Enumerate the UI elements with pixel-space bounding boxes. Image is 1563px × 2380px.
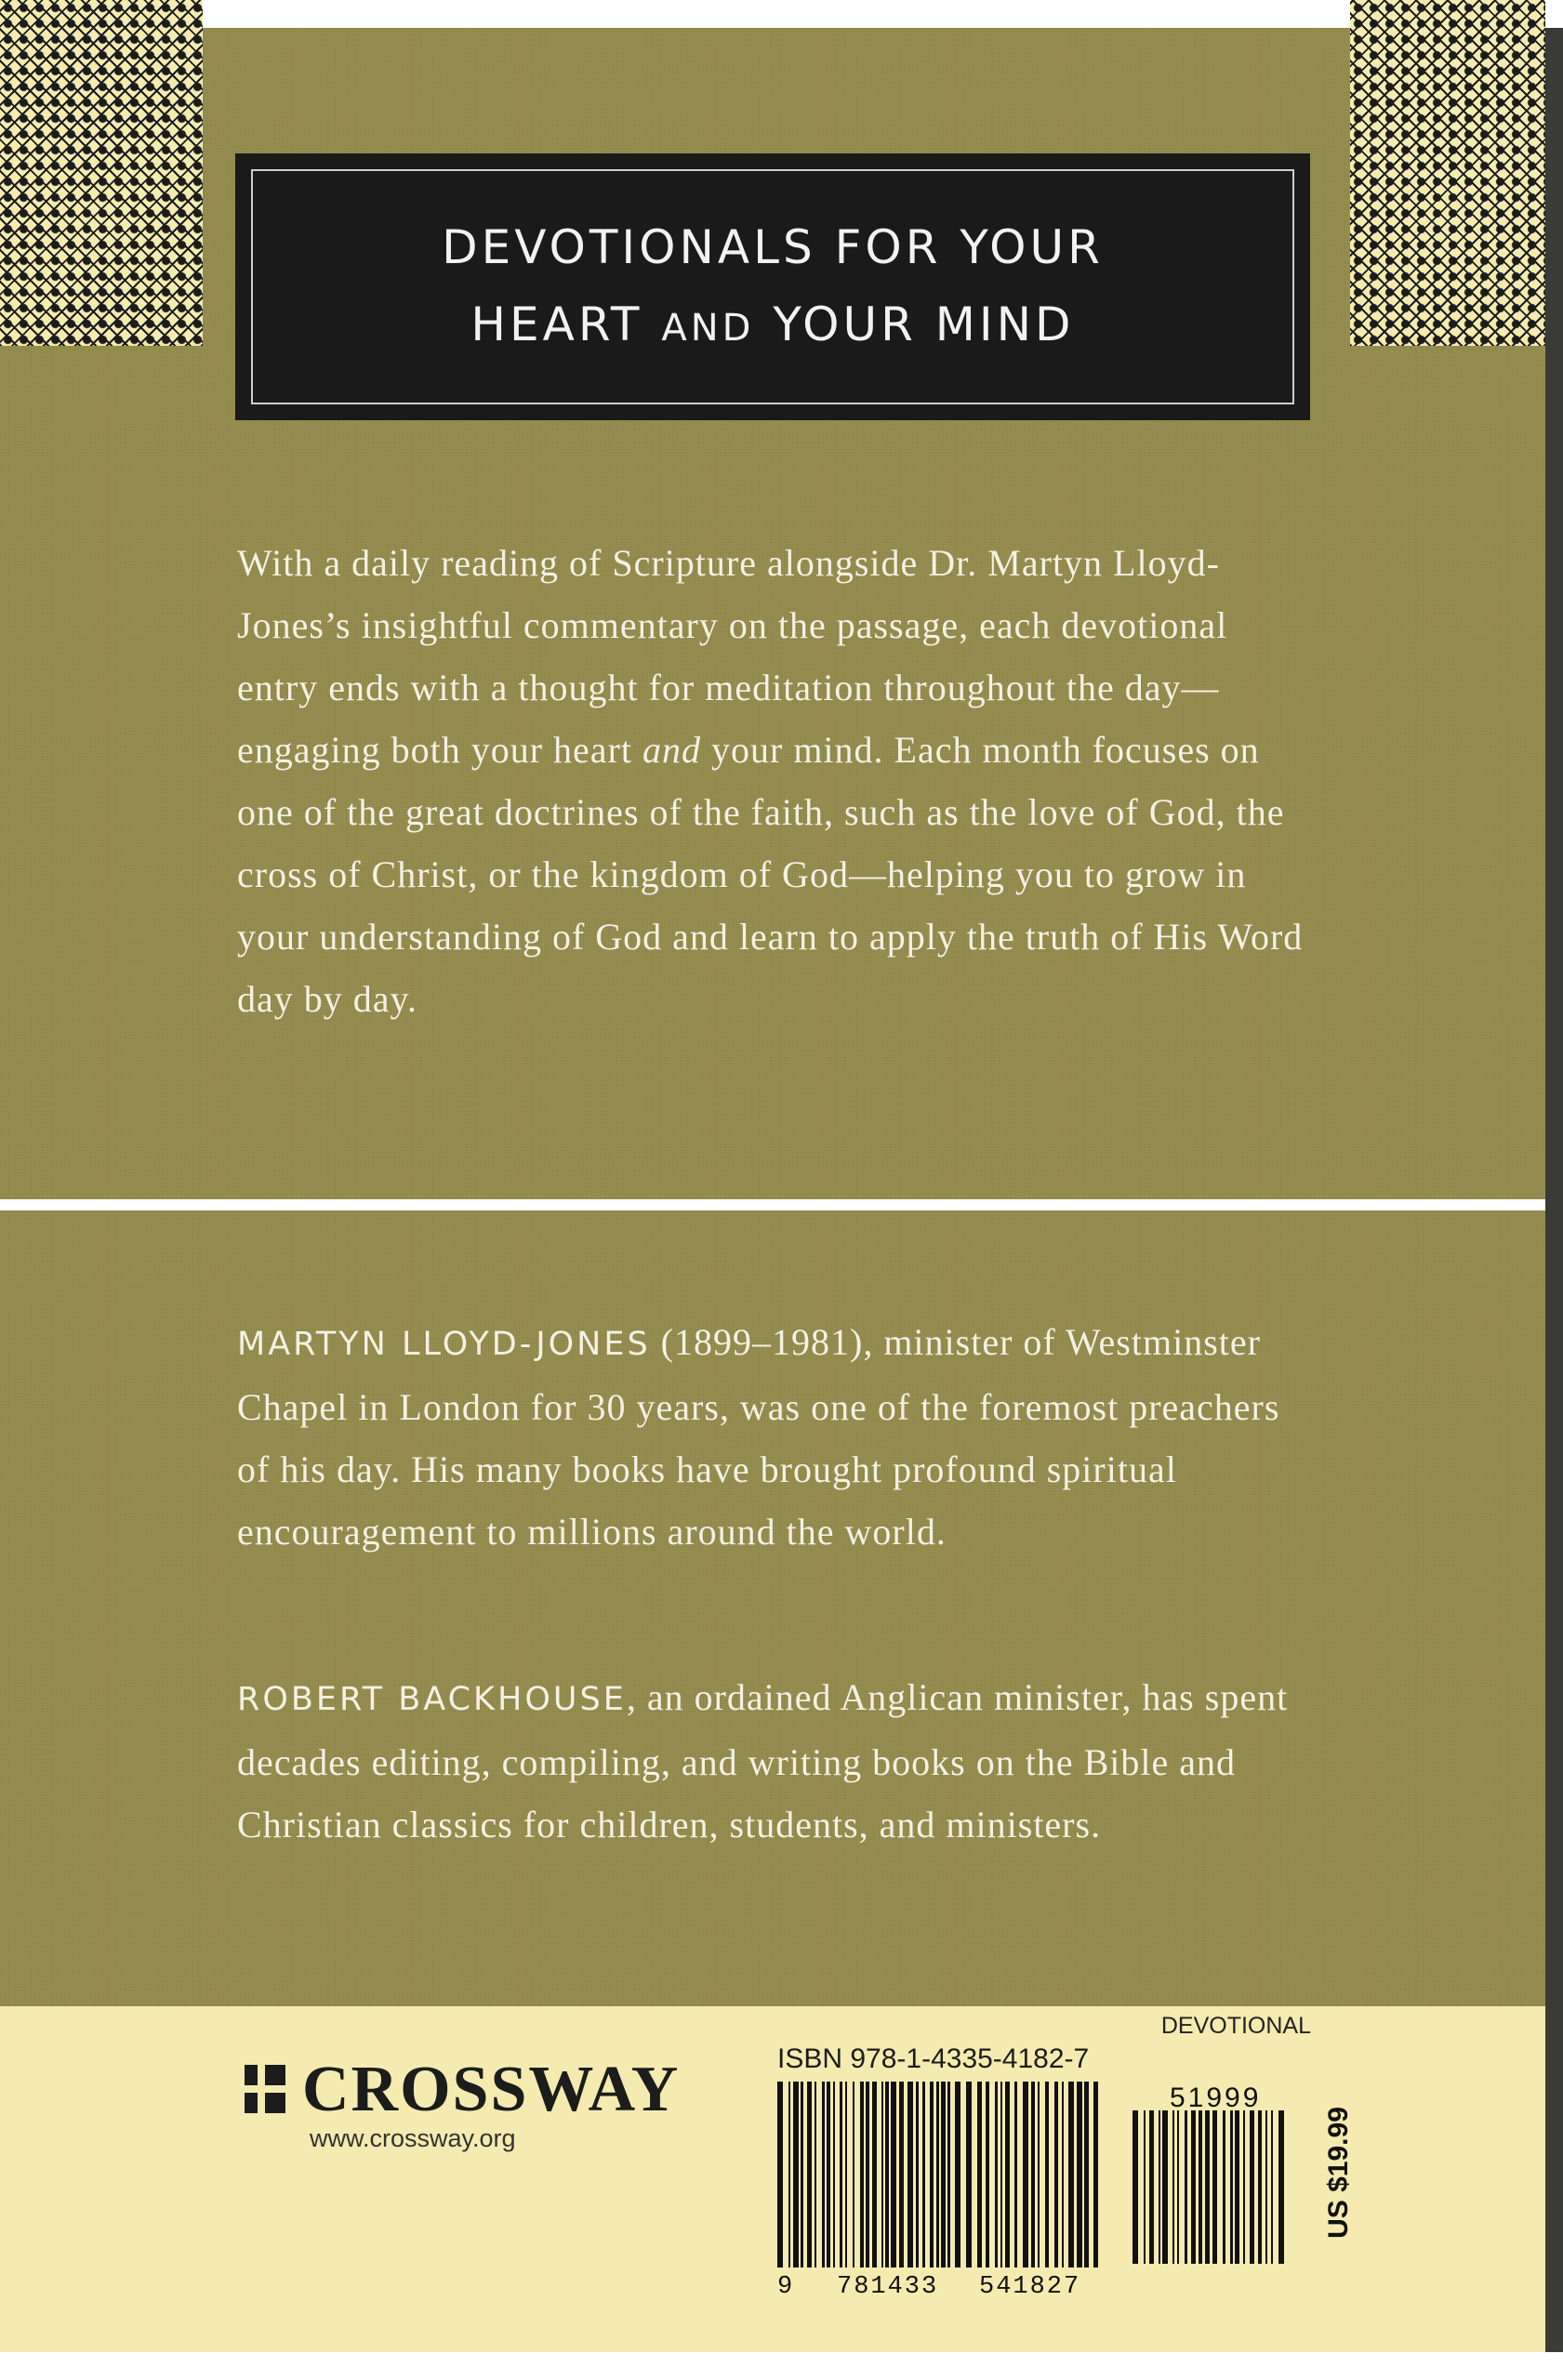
price-code-digits: 51999 xyxy=(1170,2082,1262,2113)
barcode-bar xyxy=(1045,2082,1049,2268)
barcode-bar xyxy=(1084,2082,1089,2268)
barcode-bar xyxy=(1133,2110,1138,2264)
barcode-bar xyxy=(1258,2110,1262,2264)
isbn-label: ISBN 978-1-4335-4182-7 xyxy=(777,2043,1090,2074)
barcode-bar xyxy=(1250,2110,1254,2264)
author-bio-backhouse xyxy=(237,1666,1316,1856)
barcode-bar xyxy=(1212,2110,1217,2264)
barcode-first-digit: 9 xyxy=(777,2273,793,2301)
barcode-bar xyxy=(1185,2110,1187,2264)
title-word-heart: HEART xyxy=(470,298,643,351)
barcode-bar xyxy=(899,2082,904,2268)
barcode-bar xyxy=(833,2082,835,2268)
description-paragraph xyxy=(237,532,1316,1030)
bottom-margin xyxy=(0,2352,1563,2380)
barcode-bar xyxy=(788,2082,790,2268)
barcode-bar xyxy=(822,2082,825,2268)
barcode-bar xyxy=(845,2082,847,2268)
barcode-bar xyxy=(916,2082,919,2268)
author-bio-text-lloyd-jones: (1899–1981), minister of Westminster Chapel in London for 30 years, was one of the foremost preachers of his day. His many books have brought profound spiritual encouragement to millions around the world. xyxy=(237,1321,1280,1553)
title-line-2 xyxy=(235,298,1310,351)
barcode-bar xyxy=(1144,2110,1146,2264)
barcode-bar xyxy=(827,2082,830,2268)
barcode-bar xyxy=(793,2082,799,2268)
barcode-bar xyxy=(1093,2082,1098,2268)
barcode-bar xyxy=(1149,2110,1154,2264)
title-word-and: AND xyxy=(661,307,755,350)
isbn-barcode xyxy=(770,2082,1105,2268)
price-barcode xyxy=(1125,2110,1292,2268)
barcode-bar xyxy=(1230,2110,1233,2264)
author-bio-text-backhouse: , an ordained Anglican minister, has spent decades editing, compiling, and writing books on the Bible and Christian classics for children, students, and ministers. xyxy=(237,1676,1289,1845)
description-part-2: your mind. Each month focuses on one of the great doctrines of the faith, such as the love of God, the cross of Christ, or the kingdom of God—helping you to grow in your understanding of God and learn to apply the truth of His Word day by day. xyxy=(237,729,1304,1020)
barcode-bar xyxy=(860,2082,864,2268)
barcode-bar xyxy=(986,2082,989,2268)
barcode-bar xyxy=(1271,2110,1273,2264)
barcode-bar xyxy=(853,2082,854,2268)
barcode-bar xyxy=(1023,2082,1028,2268)
publisher-name: CROSSWAY xyxy=(302,2054,681,2125)
barcode-bar xyxy=(1038,2082,1040,2268)
barcode-bar xyxy=(941,2082,946,2268)
footer-pattern-right xyxy=(1350,0,1545,346)
barcode-bar xyxy=(966,2082,972,2268)
barcode-bar xyxy=(1159,2110,1160,2264)
title-banner xyxy=(235,153,1310,420)
barcode-bar xyxy=(1054,2082,1058,2268)
barcode-bar xyxy=(977,2082,982,2268)
barcode-bar xyxy=(815,2082,816,2268)
barcode-bar xyxy=(930,2082,934,2268)
barcode-bar xyxy=(995,2082,998,2268)
barcode-bar xyxy=(872,2082,877,2268)
author-name-lloyd-jones: MARTYN LLOYD-JONES xyxy=(237,1326,651,1363)
genre-label: DEVOTIONAL xyxy=(1160,2013,1311,2039)
divider-stripe xyxy=(0,1199,1563,1210)
price-label: US $19.99 xyxy=(1322,2107,1354,2239)
barcode-digits-left: 781433 xyxy=(837,2273,939,2301)
barcode-bar xyxy=(1278,2110,1284,2264)
title-word-your-mind: YOUR MIND xyxy=(773,298,1075,351)
barcode-bar xyxy=(907,2082,913,2268)
barcode-bar xyxy=(1191,2110,1196,2264)
barcode-bar xyxy=(1077,2082,1082,2268)
barcode-bar xyxy=(1205,2110,1210,2264)
description-emphasis: and xyxy=(642,729,701,771)
barcode-bar xyxy=(1014,2082,1017,2268)
barcode-bar xyxy=(891,2082,896,2268)
barcode-digits-right: 541827 xyxy=(979,2273,1081,2301)
barcode-bar xyxy=(1235,2110,1239,2264)
author-bio-lloyd-jones xyxy=(237,1311,1316,1563)
title-border xyxy=(251,169,1294,404)
barcode-bar xyxy=(885,2082,889,2268)
publisher-url: www.crossway.org xyxy=(310,2124,516,2152)
publisher-logo xyxy=(237,2053,680,2127)
barcode-bar xyxy=(1199,2110,1202,2264)
footer-pattern-left xyxy=(0,0,203,346)
author-name-backhouse: ROBERT BACKHOUSE xyxy=(237,1681,627,1718)
barcode-bar xyxy=(807,2082,812,2268)
barcode-bar xyxy=(1177,2110,1179,2264)
barcode-bar xyxy=(1243,2110,1245,2264)
crossway-logo-icon xyxy=(237,2065,287,2115)
barcode-bar xyxy=(955,2082,960,2268)
barcode-bar xyxy=(1031,2082,1035,2268)
barcode-bar xyxy=(1265,2110,1267,2264)
barcode-bar xyxy=(1162,2110,1168,2264)
barcode-bar xyxy=(1005,2082,1010,2268)
barcode-bar xyxy=(1068,2082,1074,2268)
barcode-bar xyxy=(1172,2110,1174,2264)
barcode-bar xyxy=(1062,2082,1064,2268)
barcode-bar xyxy=(947,2082,950,2268)
barcode-bar xyxy=(866,2082,869,2268)
barcode-bar xyxy=(801,2082,803,2268)
barcode-bar xyxy=(777,2082,783,2268)
spine-edge xyxy=(1545,28,1563,2371)
barcode-bar xyxy=(1223,2110,1225,2264)
barcode-bar xyxy=(881,2082,883,2268)
barcode-bar xyxy=(922,2082,925,2268)
barcode-bar xyxy=(1000,2082,1002,2268)
barcode-bar xyxy=(840,2082,842,2268)
barcode-bar xyxy=(936,2082,939,2268)
description-part-1: With a daily reading of Scripture alongside Dr. Martyn Lloyd-Jones’s insightful commentary on the passage, each devotional entry ends with a thought for meditation throughout the day—engaging both your heart xyxy=(237,542,1228,771)
title-line-1: DEVOTIONALS FOR YOUR xyxy=(442,220,1104,274)
